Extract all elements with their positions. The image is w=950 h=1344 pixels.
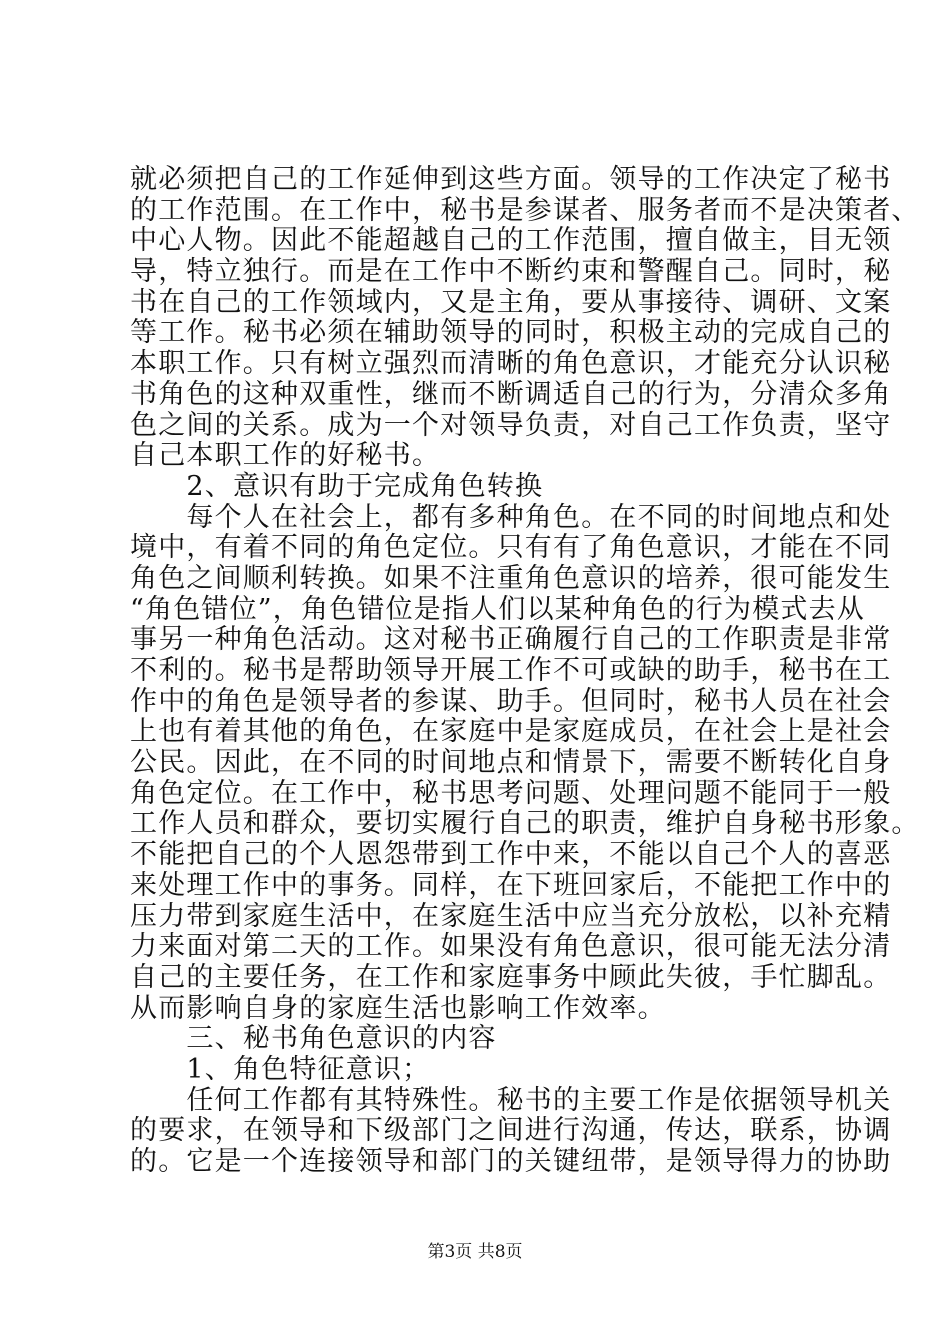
- text-line: 自己本职工作的好秘书。: [130, 440, 441, 472]
- text-line: 书在自己的工作领域内，又是主角，要从事接待、调研、文案: [130, 286, 892, 318]
- text-line: 色之间的关系。成为一个对领导负责，对自己工作负责，坚守: [130, 409, 892, 441]
- text-line: 每个人在社会上，都有多种角色。在不同的时间地点和处: [130, 501, 892, 533]
- text-line: 的。它是一个连接领导和部门的关键纽带，是领导得力的协助: [130, 1146, 892, 1177]
- page-number-footer: 第3页 共8页: [427, 1242, 523, 1262]
- text-line: 就必须把自己的工作延伸到这些方面。领导的工作决定了秘书: [130, 164, 892, 195]
- text-line: 不能把自己的个人恩怨带到工作中来，不能以自己个人的喜恶: [130, 839, 892, 871]
- text-line: 事另一种角色活动。这对秘书正确履行自己的工作职责是非常: [130, 624, 892, 656]
- text-line: 等工作。秘书必须在辅助领导的同时，积极主动的完成自己的: [130, 317, 892, 349]
- text-line: 境中，有着不同的角色定位。只有有了角色意识，才能在不同: [130, 532, 892, 564]
- text-line: 书角色的这种双重性，继而不断调适自己的行为，分清众多角: [130, 378, 892, 410]
- text-line: 作中的角色是领导者的参谋、助手。但同时，秘书人员在社会: [130, 685, 892, 717]
- text-line: 的工作范围。在工作中，秘书是参谋者、服务者而不是决策者、: [130, 194, 920, 226]
- text-line: 公民。因此，在不同的时间地点和情景下，需要不断转化自身: [130, 747, 892, 779]
- body-text: [130, 164, 920, 1178]
- text-line: 角色之间顺利转换。如果不注重角色意识的培养，很可能发生: [130, 562, 892, 594]
- text-line: 工作人员和群众，要切实履行自己的职责，维护自身秘书形象。: [130, 808, 920, 840]
- text-line: 来处理工作中的事务。同样，在下班回家后，不能把工作中的: [130, 869, 892, 901]
- text-line: 本职工作。只有树立强烈而清晰的角色意识，才能充分认识秘: [130, 348, 892, 380]
- subsection-heading: 1、角色特征意识；: [130, 1053, 431, 1085]
- text-line: 从而影响自身的家庭生活也影响工作效率。: [130, 992, 666, 1024]
- text-line: 力来面对第二天的工作。如果没有角色意识，很可能无法分清: [130, 931, 892, 963]
- text-line: 中心人物。因此不能超越自己的工作范围，擅自做主，目无领: [130, 225, 892, 257]
- text-line: 自己的主要任务，在工作和家庭事务中顾此失彼，手忙脚乱。: [130, 961, 892, 993]
- section-heading: 三、秘书角色意识的内容: [130, 1023, 497, 1055]
- text-line: 的要求，在领导和下级部门之间进行沟通，传达，联系，协调: [130, 1115, 892, 1147]
- text-line: 任何工作都有其特殊性。秘书的主要工作是依据领导机关: [130, 1084, 892, 1116]
- text-line: 压力带到家庭生活中，在家庭生活中应当充分放松，以补充精: [130, 900, 892, 932]
- section-heading: 2、意识有助于完成角色转换: [130, 470, 544, 502]
- text-line: 上也有着其他的角色，在家庭中是家庭成员，在社会上是社会: [130, 716, 892, 748]
- text-line: 导，特立独行。而是在工作中不断约束和警醒自己。同时，秘: [130, 256, 892, 288]
- text-line: “角色错位”，角色错位是指人们以某种角色的行为模式去从: [130, 593, 866, 625]
- text-line: 不利的。秘书是帮助领导开展工作不可或缺的助手，秘书在工: [130, 655, 892, 686]
- text-line: 角色定位。在工作中，秘书思考问题、处理问题不能同于一般: [130, 777, 892, 809]
